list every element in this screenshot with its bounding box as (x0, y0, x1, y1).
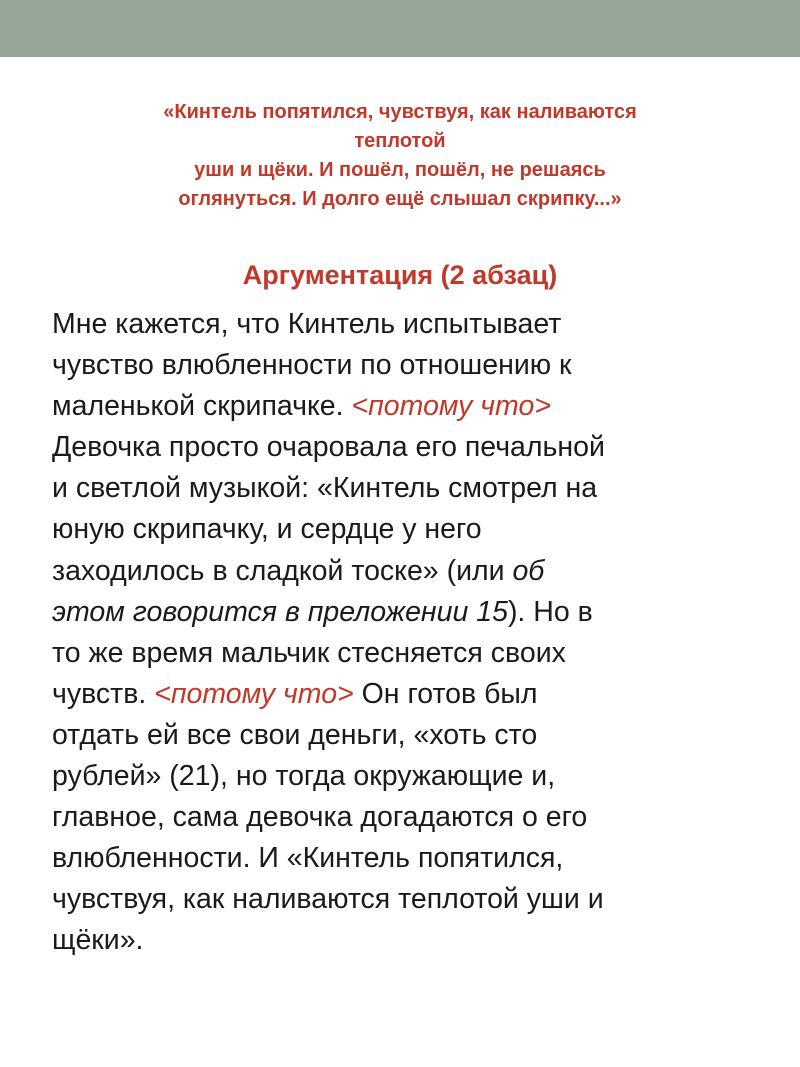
paragraph-line: Мне кажется, что Кинтель испытывает (52, 308, 562, 340)
paragraph-text: ). Но в (507, 595, 593, 628)
paragraph-line: и светлой музыкой: «Кинтель смотрел на (52, 472, 598, 505)
paragraph-line (52, 386, 764, 427)
paragraph-line (52, 674, 764, 715)
paragraph-text: Он готов был (353, 677, 538, 710)
quote-line: уши и щёки. И пошёл, пошёл, не решаясь (194, 159, 606, 181)
because-marker: <потому что> (154, 677, 354, 710)
quote-line: теплотой (354, 130, 446, 152)
reference-hint: этом говорится в преложении 15 (52, 595, 508, 628)
paragraph-line: юную скрипачку, и сердце у него (52, 513, 482, 546)
paragraph-line: Девочка просто очаровала его печальной (52, 431, 605, 464)
because-marker: <потому что> (351, 390, 551, 423)
paragraph-text: чувств. (52, 677, 155, 710)
paragraph-line: отдать ей все свои деньги, «хоть сто (52, 718, 538, 751)
paragraph-text: маленькой скрипачке. (52, 390, 352, 423)
paragraph-text: заходилось в сладкой тоске» (или (52, 554, 513, 587)
quote-line: «Кинтель попятился, чувствуя, как наливаются (163, 101, 637, 123)
paragraph-line: чувство влюбленности по отношению к (52, 349, 572, 382)
paragraph-line (52, 592, 764, 633)
paragraph-line: то же время мальчик стесняется своих (52, 636, 566, 669)
top-decorative-bar (0, 0, 800, 57)
paragraph-line: щёки». (52, 924, 144, 957)
quote-block (60, 98, 740, 214)
section-heading: Аргументация (2 абзац) (242, 260, 558, 290)
paragraph-line (52, 551, 764, 592)
quote-line: оглянуться. И долго ещё слышал скрипку...» (178, 188, 622, 210)
paragraph-line: главное, сама девочка догадаются о его (52, 801, 588, 834)
paragraph-line: чувствуя, как наливаются теплотой уши и (52, 883, 604, 916)
argument-paragraph (52, 304, 764, 962)
paragraph-line: рублей» (21), но тогда окружающие и, (52, 760, 556, 793)
reference-hint: об (512, 554, 545, 587)
paragraph-line: влюбленности. И «Кинтель попятился, (52, 842, 564, 875)
